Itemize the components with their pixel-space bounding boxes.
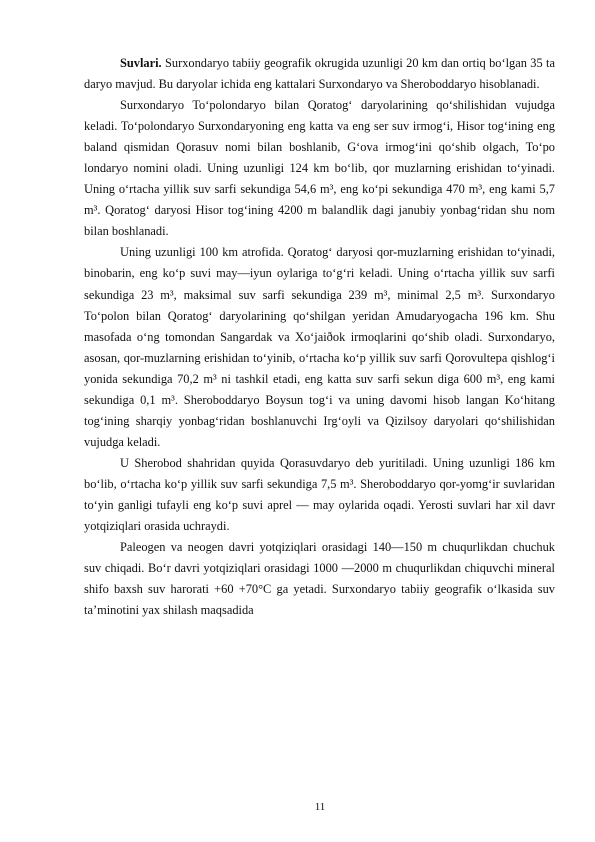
paragraph-sherobod: U Sherobod shahridan quyida Qorasuvdaryo deb yuritiladi. Uning uzunligi 186 km bo‘lib, o‘rtacha ko‘p yillik suv sarfi sekundiga 7,5 m³. Sheroboddaryo qor-yomg‘ir suvlaridan to‘yin ganligi tufayli eng ko‘p suvi aprel — may oylarida oqadi. Yerosti suvlari har xil davr yotqiziqlari orasida uchraydi.	[84, 455, 555, 534]
page-number: 11	[314, 801, 326, 813]
paragraph-qoratog-daryosi: Uning uzunligi 100 km atrofida. Qoratog‘ daryosi qor-muzlarning erishidan to‘yinadi, binobarin, eng ko‘p suvi may—iyun oylariga to‘g‘ri keladi. Uning o‘rtacha yillik suv sarfi sekundiga 23 m³, maksimal suv sarfi sekundiga 239 m³, minimal 2,5 m³. Surxondaryo To‘polon bilan Qoratog‘ daryolarining qo‘shilgan yeridan Amudaryogacha 196 km. Shu masofada o‘ng tomondan Sangardak va Xo‘jaiðok irmoqlarini qo‘shib oladi. Surxondaryo, asosan, qor-muzlarning erishidan to‘yinib, o‘rtacha ko‘p yillik suv sarfi Qorovultepa qishlog‘i yonida sekundiga 70,2 m³ ni tashkil etadi, eng katta suv sarfi sekun diga 600 m³, eng kami sekundiga 0,1 m³. Sheroboddaryo Boysun tog‘i va uning davomi hisob langan Ko‘hitang tog‘ining sharqiy yonbag‘ridan boshlanuvchi Irg‘oyli va Qizilsoy daryolari qo‘shilishidan vujudga keladi.	[84, 245, 555, 449]
paragraph-surxondaryo-origin: Surxondaryo To‘polondaryo bilan Qoratog‘ daryolarining qo‘shilishidan vujudga keladi. To‘polondaryo Surxondaryoning eng katta va eng ser suv irmog‘i, Hisor tog‘ining eng baland qismidan Qorasuv nomi bilan boshlanib, G‘ova irmog‘ini qo‘shib olgach, To‘po londaryo nomini oladi. Uning uzunligi 124 km bo‘lib, qor muzlarning erishidan to‘yinadi. Uning o‘rtacha yillik suv sarfi sekundiga 54,6 m³, eng ko‘pi sekundiga 470 m³, eng kami 5,7 m³. Qoratog‘ daryosi Hisor tog‘ining 4200 m balandlik dagi janubiy yonbag‘ridan shu nom bilan boshlanadi.	[84, 98, 555, 239]
paragraph-text: Surxondaryo tabiiy geografik okrugida uzunligi 20 km dan ortiq bo‘lgan 35 ta daryo mavjud. Bu daryolar ichida eng kattalari Surxondaryo va Sheroboddaryo hisoblanadi.	[84, 56, 555, 92]
document-body	[84, 53, 555, 621]
paragraph-suvlari	[84, 53, 555, 95]
paragraph-paleogen: Paleogen va neogen davri yotqiziqlari orasidagi 140—150 m chuqurlikdan chuchuk suv chiqadi. Bo‘r davri yotqiziqlari orasidagi 1000 —2000 m chuqurlikdan chiquvchi mineral shifo baxsh suv harorati +60 +70°C ga yetadi. Surxondaryo tabiiy geografik o‘lkasida suv ta’minotini yax shilash maqsadida	[84, 540, 555, 618]
paragraph-lead-heading: Suvlari.	[120, 56, 162, 70]
